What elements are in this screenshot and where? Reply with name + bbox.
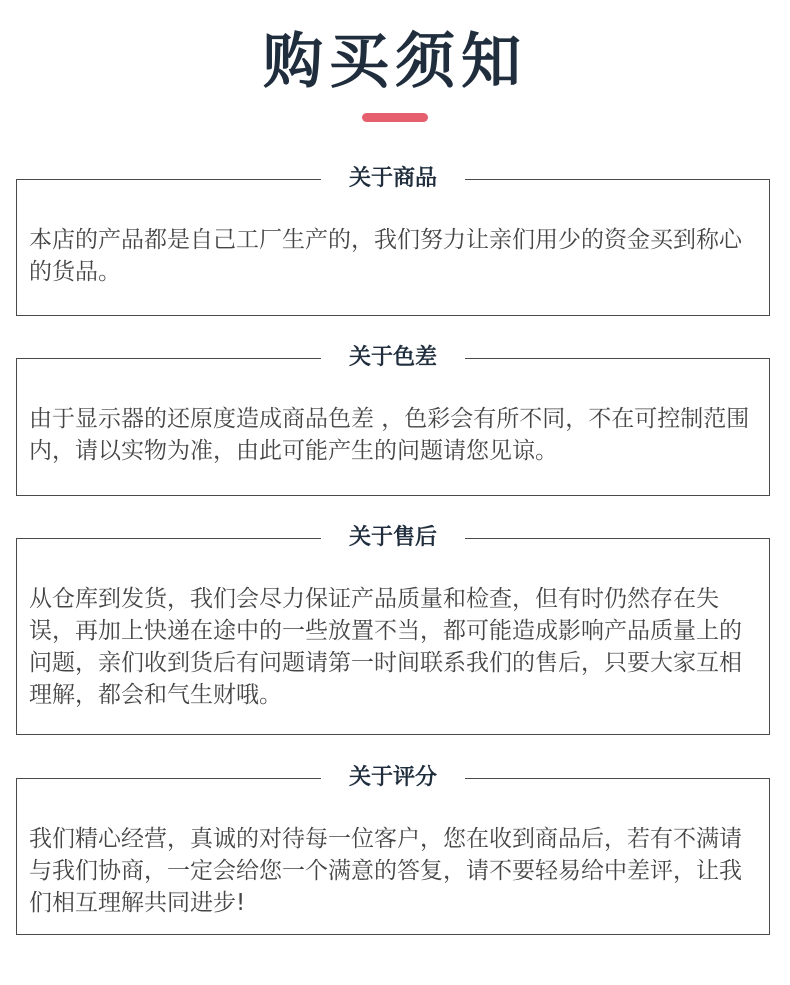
section-product <box>16 166 770 316</box>
section-heading: 关于商品 <box>321 163 465 195</box>
section-text: 由于显示器的还原度造成商品色差 ，色彩会有所不同，不在可控制范围内，请以实物为准，由此可能产生的问题请您见谅。 <box>29 406 750 464</box>
section-heading: 关于售后 <box>321 522 465 554</box>
section-text: 我们精心经营，真诚的对待每一位客户，您在收到商品后，若有不满请与我们协商，一定会给您一个满意的答复，请不要轻易给中差评，让我们相互理解共同进步! <box>29 826 742 916</box>
title-underline-bar <box>362 113 428 122</box>
section-heading: 关于色差 <box>321 342 465 374</box>
section-rating <box>16 765 770 935</box>
section-color-difference <box>16 345 770 496</box>
section-after-sales <box>16 525 770 735</box>
page-title: 购买须知 <box>263 27 527 97</box>
section-text: 本店的产品都是自己工厂生产的，我们努力让亲们用少的资金买到称心的货品。 <box>29 227 742 285</box>
section-text: 从仓库到发货，我们会尽力保证产品质量和检查，但有时仍然存在失误，再加上快递在途中的一些放置不当，都可能造成影响产品质量上的问题，亲们收到货后有问题请第一时间联系我们的售后，只要大家互相理解，都会和气生财哦。 <box>29 586 742 708</box>
section-heading: 关于评分 <box>321 762 465 794</box>
